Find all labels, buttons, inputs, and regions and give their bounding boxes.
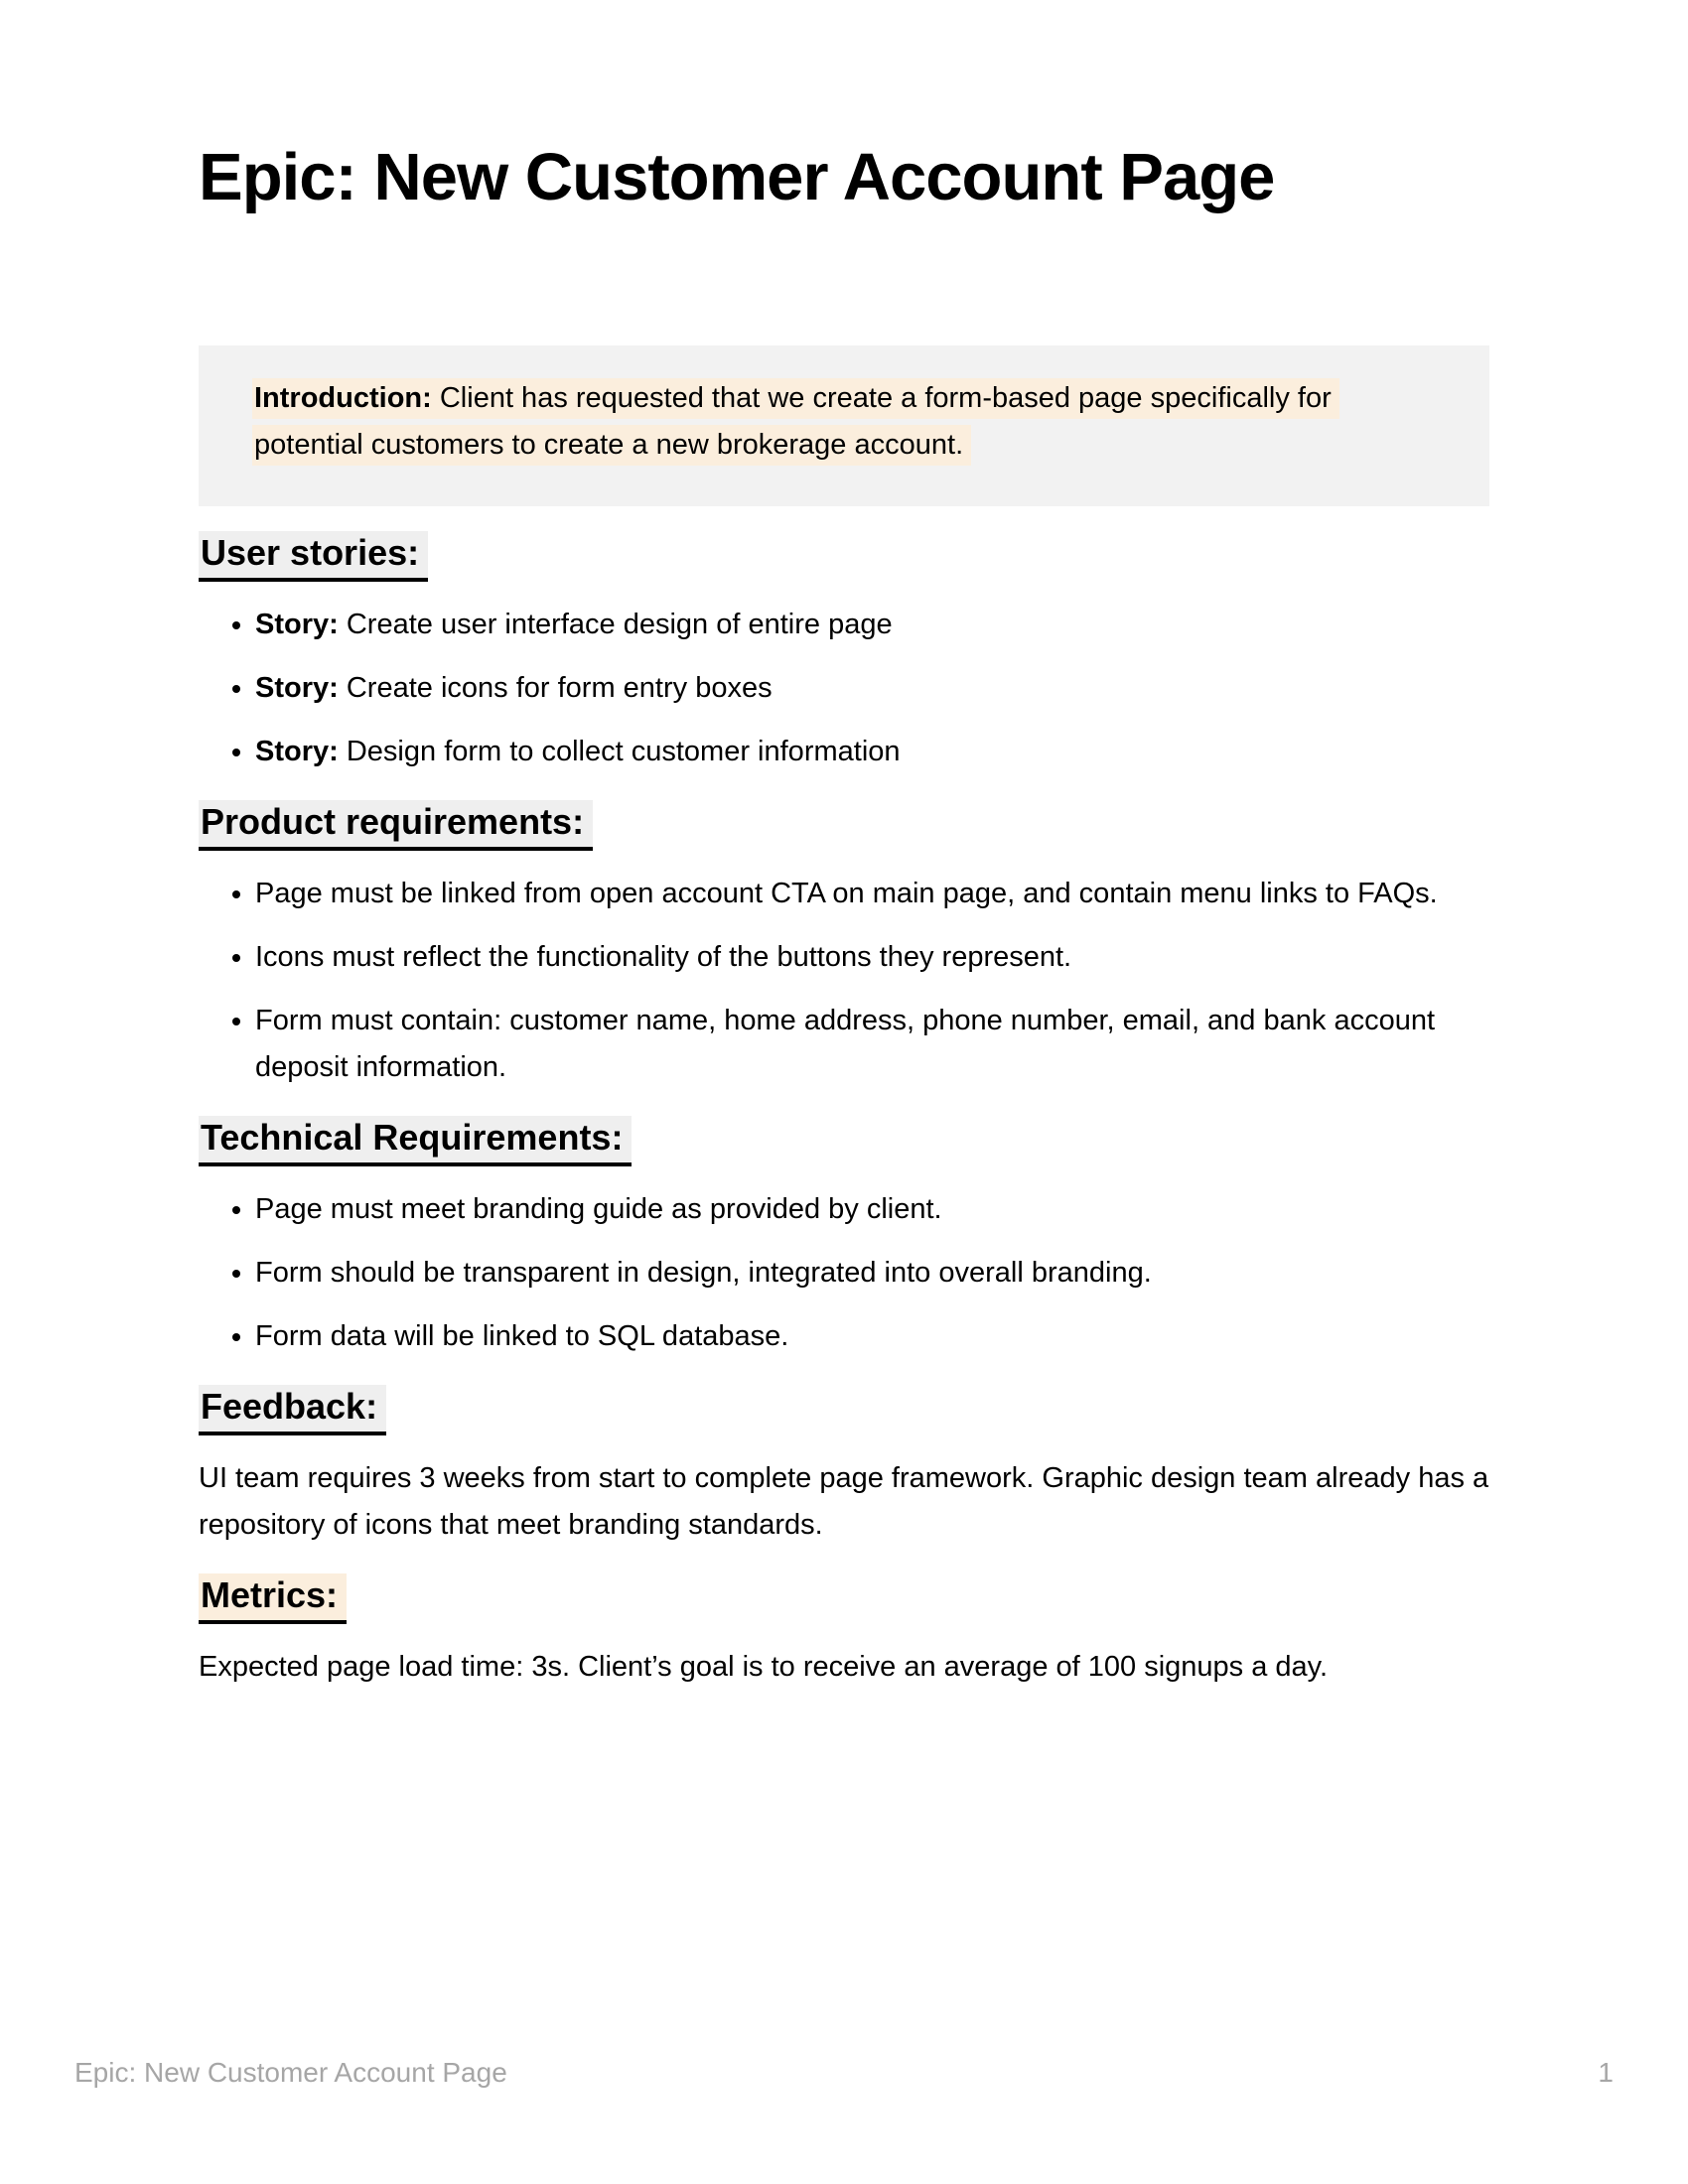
introduction-paragraph bbox=[252, 375, 1436, 469]
story-text: Create user interface design of entire page bbox=[346, 609, 893, 640]
section-heading-metrics bbox=[199, 1572, 1489, 1618]
footer-document-title: Epic: New Customer Account Page bbox=[74, 2057, 507, 2088]
requirement-text: Form should be transparent in design, integrated into overall branding. bbox=[255, 1257, 1152, 1289]
product-requirements-list bbox=[199, 871, 1489, 1091]
requirement-item bbox=[255, 934, 1489, 981]
section-heading-text: Metrics: bbox=[199, 1573, 347, 1624]
requirement-item bbox=[255, 871, 1489, 917]
requirement-text: Icons must reflect the functionality of the buttons they represent. bbox=[255, 941, 1072, 973]
technical-requirements-list bbox=[199, 1186, 1489, 1360]
requirement-text: Form data will be linked to SQL database. bbox=[255, 1320, 789, 1352]
feedback-paragraph: UI team requires 3 weeks from start to complete page framework. Graphic design team already has a repository of icons that meet branding standards. bbox=[199, 1462, 1489, 1541]
section-heading-text: User stories: bbox=[199, 531, 428, 582]
introduction-callout bbox=[199, 345, 1489, 506]
story-text: Create icons for form entry boxes bbox=[346, 672, 773, 704]
requirement-item bbox=[255, 1250, 1489, 1297]
section-heading-text: Technical Requirements: bbox=[199, 1116, 632, 1166]
page-footer bbox=[0, 2057, 1688, 2089]
introduction-text: Client has requested that we create a form-based page specifically for potential customers to create a new brokerage account. bbox=[254, 382, 1332, 461]
story-item bbox=[255, 665, 1489, 712]
requirement-text: Page must be linked from open account CTA on main page, and contain menu links to FAQs. bbox=[255, 878, 1438, 909]
story-label: Story: bbox=[255, 609, 339, 640]
introduction-label: Introduction: bbox=[254, 382, 432, 414]
footer-page-number: 1 bbox=[1598, 2057, 1614, 2088]
metrics-paragraph: Expected page load time: 3s. Client’s goal is to receive an average of 100 signups a day. bbox=[199, 1651, 1329, 1683]
story-item bbox=[255, 602, 1489, 648]
story-item bbox=[255, 729, 1489, 775]
story-label: Story: bbox=[255, 672, 339, 704]
section-heading-user-stories bbox=[199, 530, 1489, 576]
section-heading-product-requirements bbox=[199, 799, 1489, 845]
requirement-item bbox=[255, 998, 1489, 1091]
user-stories-list bbox=[199, 602, 1489, 775]
section-heading-feedback bbox=[199, 1384, 1489, 1430]
page-title: Epic: New Customer Account Page bbox=[199, 140, 1275, 214]
requirement-item bbox=[255, 1313, 1489, 1360]
requirement-text: Page must meet branding guide as provided by client. bbox=[255, 1193, 942, 1225]
section-heading-text: Feedback: bbox=[199, 1385, 386, 1435]
section-heading-text: Product requirements: bbox=[199, 800, 593, 851]
introduction-highlight bbox=[252, 378, 1339, 466]
requirement-item bbox=[255, 1186, 1489, 1233]
story-label: Story: bbox=[255, 736, 339, 767]
requirement-text: Form must contain: customer name, home address, phone number, email, and bank account deposit information. bbox=[255, 1005, 1436, 1083]
section-heading-technical-requirements bbox=[199, 1115, 1489, 1160]
story-text: Design form to collect customer information bbox=[346, 736, 901, 767]
